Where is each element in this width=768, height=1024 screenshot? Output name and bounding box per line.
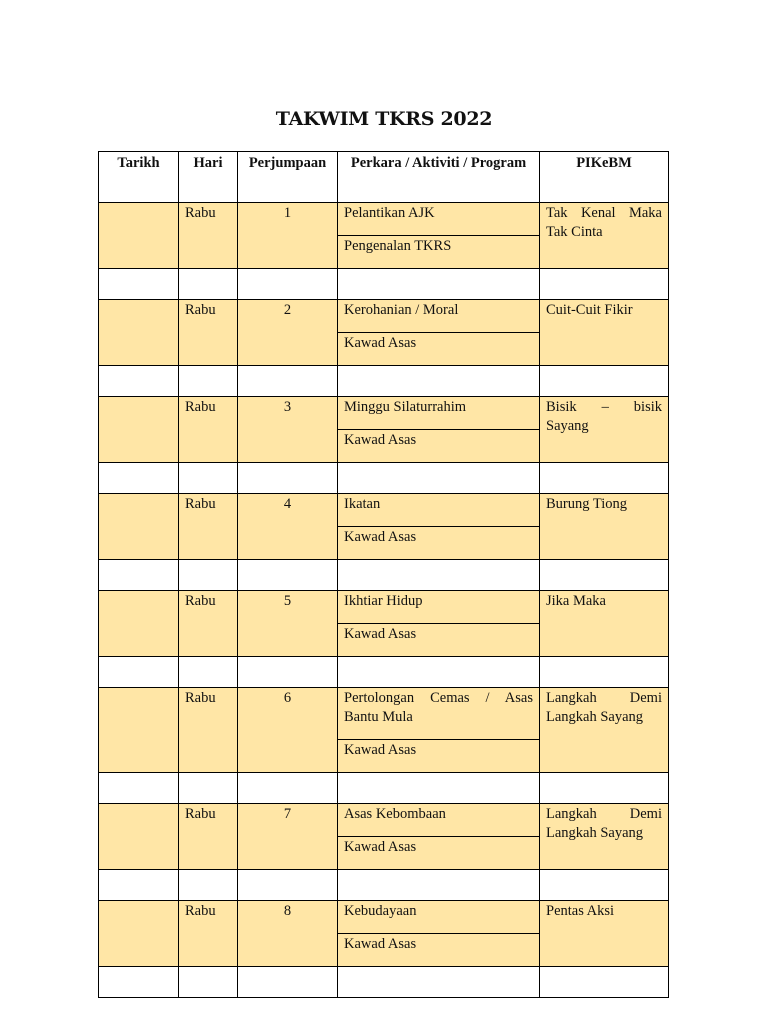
perjumpaan-cell: 8 <box>238 901 338 967</box>
pikebm-cell: Cuit-Cuit Fikir <box>540 300 669 366</box>
empty-cell <box>238 773 338 804</box>
pikebm-cell: Jika Maka <box>540 591 669 657</box>
empty-cell <box>338 870 540 901</box>
aktiviti-cell: Kawad Asas <box>338 430 540 463</box>
spacer-row <box>99 967 669 998</box>
header-perkara: Perkara / Aktiviti / Program <box>338 152 540 203</box>
tarikh-cell <box>99 397 179 463</box>
empty-cell <box>540 967 669 998</box>
pikebm-cell: Burung Tiong <box>540 494 669 560</box>
perjumpaan-cell: 1 <box>238 203 338 269</box>
empty-cell <box>540 773 669 804</box>
spacer-row <box>99 657 669 688</box>
spacer-row <box>99 773 669 804</box>
header-pikebm: PIKeBM <box>540 152 669 203</box>
perjumpaan-cell: 5 <box>238 591 338 657</box>
hari-cell: Rabu <box>179 591 238 657</box>
table-row <box>99 804 669 837</box>
aktiviti-cell: Pertolongan Cemas / Asas Bantu Mula <box>338 688 540 740</box>
hari-cell: Rabu <box>179 494 238 560</box>
empty-cell <box>238 657 338 688</box>
table-row <box>99 203 669 236</box>
empty-cell <box>99 463 179 494</box>
aktiviti-cell: Kerohanian / Moral <box>338 300 540 333</box>
schedule-table <box>98 151 669 998</box>
empty-cell <box>338 967 540 998</box>
hari-cell: Rabu <box>179 300 238 366</box>
empty-cell <box>179 773 238 804</box>
empty-cell <box>238 366 338 397</box>
empty-cell <box>338 773 540 804</box>
aktiviti-cell: Ikhtiar Hidup <box>338 591 540 624</box>
empty-cell <box>179 366 238 397</box>
empty-cell <box>540 560 669 591</box>
empty-cell <box>238 560 338 591</box>
tarikh-cell <box>99 901 179 967</box>
perjumpaan-cell: 4 <box>238 494 338 560</box>
tarikh-cell <box>99 203 179 269</box>
aktiviti-cell: Pengenalan TKRS <box>338 236 540 269</box>
header-tarikh: Tarikh <box>99 152 179 203</box>
empty-cell <box>179 967 238 998</box>
document-title: TAKWIM TKRS 2022 <box>275 108 493 130</box>
pikebm-cell: Pentas Aksi <box>540 901 669 967</box>
aktiviti-cell: Ikatan <box>338 494 540 527</box>
empty-cell <box>99 560 179 591</box>
empty-cell <box>99 870 179 901</box>
tarikh-cell <box>99 804 179 870</box>
pikebm-cell: Langkah Demi Langkah Sayang <box>540 804 669 870</box>
pikebm-cell: Bisik – bisik Sayang <box>540 397 669 463</box>
empty-cell <box>179 657 238 688</box>
hari-cell: Rabu <box>179 688 238 773</box>
aktiviti-cell: Asas Kebombaan <box>338 804 540 837</box>
empty-cell <box>540 870 669 901</box>
table-row <box>99 397 669 430</box>
empty-cell <box>99 657 179 688</box>
spacer-row <box>99 463 669 494</box>
empty-cell <box>99 366 179 397</box>
table-row <box>99 300 669 333</box>
aktiviti-cell: Kawad Asas <box>338 837 540 870</box>
tarikh-cell <box>99 591 179 657</box>
empty-cell <box>99 967 179 998</box>
aktiviti-cell: Kawad Asas <box>338 624 540 657</box>
empty-cell <box>238 269 338 300</box>
empty-cell <box>238 870 338 901</box>
empty-cell <box>238 967 338 998</box>
aktiviti-cell: Kawad Asas <box>338 934 540 967</box>
tarikh-cell <box>99 300 179 366</box>
spacer-row <box>99 560 669 591</box>
table-row <box>99 688 669 740</box>
pikebm-cell: Tak Kenal Maka Tak Cinta <box>540 203 669 269</box>
hari-cell: Rabu <box>179 901 238 967</box>
tarikh-cell <box>99 688 179 773</box>
hari-cell: Rabu <box>179 804 238 870</box>
empty-cell <box>540 463 669 494</box>
empty-cell <box>179 463 238 494</box>
perjumpaan-cell: 3 <box>238 397 338 463</box>
table-header-row <box>99 152 669 203</box>
empty-cell <box>540 657 669 688</box>
header-hari: Hari <box>179 152 238 203</box>
empty-cell <box>338 560 540 591</box>
tarikh-cell <box>99 494 179 560</box>
empty-cell <box>540 366 669 397</box>
perjumpaan-cell: 7 <box>238 804 338 870</box>
aktiviti-cell: Kawad Asas <box>338 333 540 366</box>
table-row <box>99 591 669 624</box>
header-perjumpaan: Perjumpaan <box>238 152 338 203</box>
aktiviti-cell: Minggu Silaturrahim <box>338 397 540 430</box>
empty-cell <box>238 463 338 494</box>
pikebm-cell: Langkah Demi Langkah Sayang <box>540 688 669 773</box>
empty-cell <box>338 269 540 300</box>
aktiviti-cell: Kebudayaan <box>338 901 540 934</box>
aktiviti-cell: Pelantikan AJK <box>338 203 540 236</box>
empty-cell <box>338 463 540 494</box>
empty-cell <box>99 269 179 300</box>
perjumpaan-cell: 6 <box>238 688 338 773</box>
table-row <box>99 494 669 527</box>
empty-cell <box>179 269 238 300</box>
aktiviti-cell: Kawad Asas <box>338 740 540 773</box>
empty-cell <box>338 657 540 688</box>
empty-cell <box>99 773 179 804</box>
spacer-row <box>99 366 669 397</box>
empty-cell <box>179 560 238 591</box>
aktiviti-cell: Kawad Asas <box>338 527 540 560</box>
hari-cell: Rabu <box>179 203 238 269</box>
empty-cell <box>179 870 238 901</box>
empty-cell <box>338 366 540 397</box>
spacer-row <box>99 269 669 300</box>
empty-cell <box>540 269 669 300</box>
perjumpaan-cell: 2 <box>238 300 338 366</box>
table-row <box>99 901 669 934</box>
spacer-row <box>99 870 669 901</box>
hari-cell: Rabu <box>179 397 238 463</box>
